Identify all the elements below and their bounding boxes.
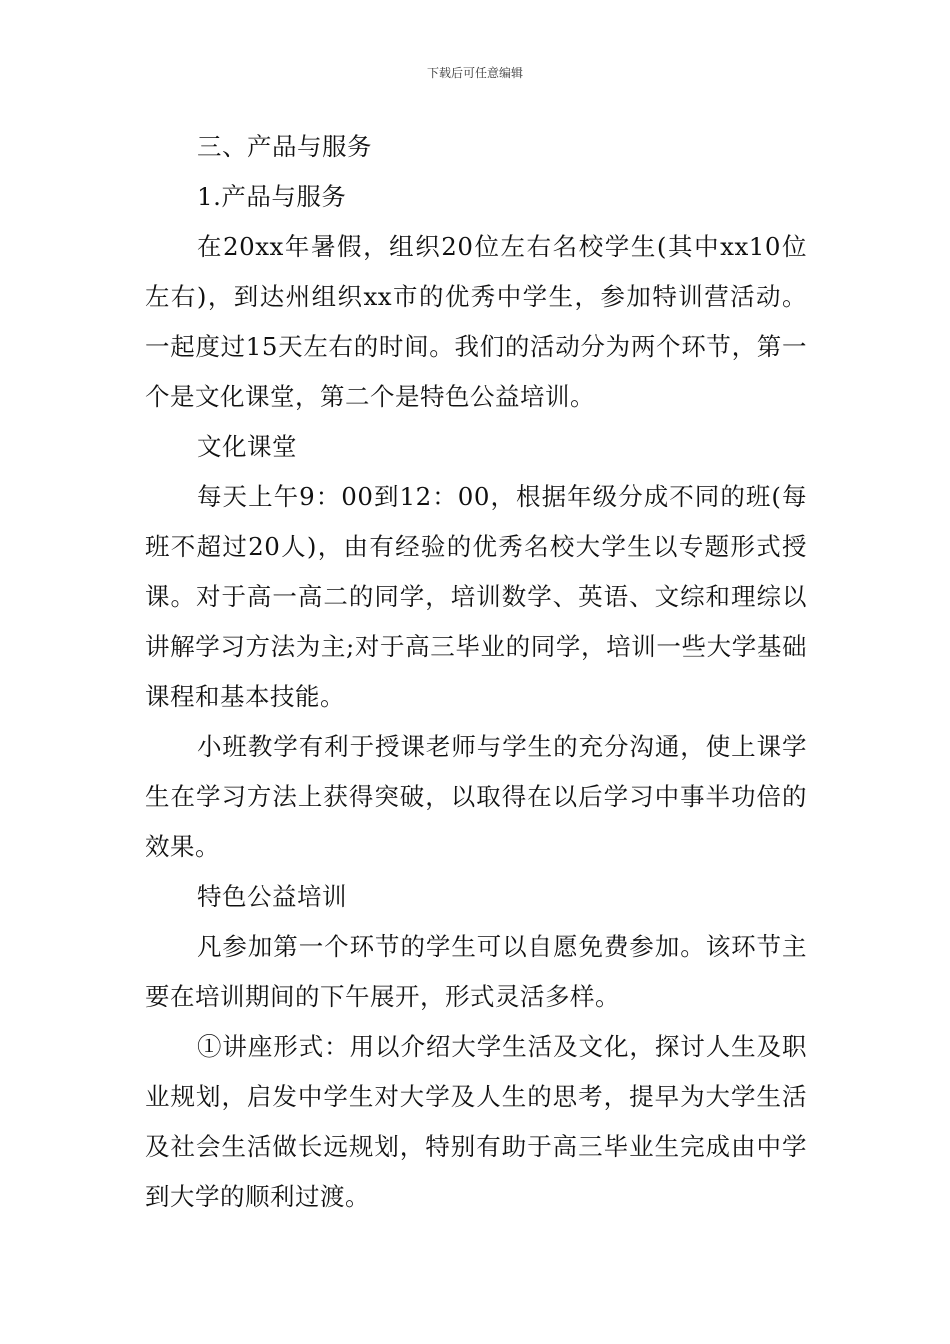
paragraph-culture-class: 每天上午9：00到12：00，根据年级分成不同的班(每班不超过20人)，由有经验的优秀名校大学生以专题形式授课。对于高一高二的同学，培训数学、英语、文综和理综以讲解学习方法为主;对于高三毕业的同学，培训一些大学基础课程和基本技能。 (145, 482, 807, 711)
page-header-note: 下载后可任意编辑 (426, 66, 523, 80)
section-heading: 三、产品与服务 (197, 132, 372, 161)
document-body (145, 122, 807, 1222)
paragraph-lecture-format: ①讲座形式：用以介绍大学生活及文化，探讨人生及职业规划，启发中学生对大学及人生的思考，提早为大学生活及社会生活做长远规划，特别有助于高三毕业生完成由中学到大学的顺利过渡。 (145, 1032, 807, 1211)
paragraph-small-class: 小班教学有利于授课老师与学生的充分沟通，使上课学生在学习方法上获得突破，以取得在以后学习中事半功倍的效果。 (145, 732, 807, 861)
paragraph-overview: 在20xx年暑假，组织20位左右名校学生(其中xx10位左右)，到达州组织xx市的优秀中学生，参加特训营活动。一起度过15天左右的时间。我们的活动分为两个环节，第一个是文化课堂，第二个是特色公益培训。 (145, 232, 807, 411)
subheading-public-training: 特色公益培训 (197, 882, 347, 911)
subheading-culture-class: 文化课堂 (197, 432, 297, 461)
paragraph-public-training: 凡参加第一个环节的学生可以自愿免费参加。该环节主要在培训期间的下午展开，形式灵活多样。 (145, 932, 807, 1011)
subsection-heading: 1.产品与服务 (197, 182, 347, 211)
